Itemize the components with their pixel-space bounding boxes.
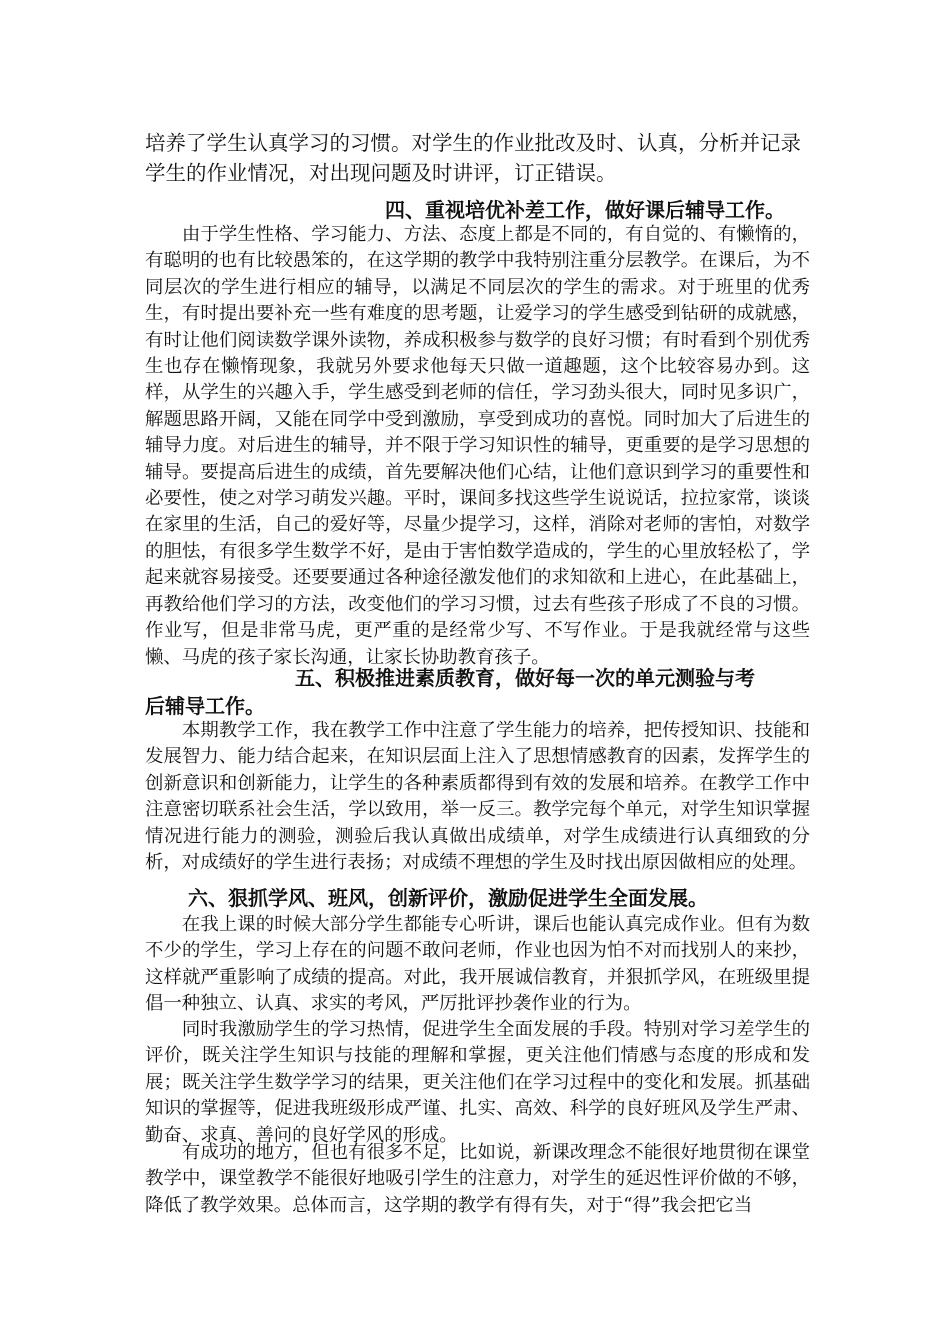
section-6-text-2: 同时我激励学生的学习热情，促进学生全面发展的手段。特别对学习差学生的评价，既关注学生知识与技能的理解和掌握，更关注他们情感与态度的形成和发展；既关注学生数学学习的结果，更关注他们在学习过程中的变化和发展。抓基础知识的掌握等，促进我班级形成严谨、扎实、高效、科学的良好班风及学生严肃、勤奋、求真、善问的良好学风的形成。 (145, 1019, 810, 1146)
section-5-heading-line1: 五、积极推进素质教育，做好每一次的单元测验与考 (295, 666, 755, 690)
section-4-heading: 四、重视培优补差工作，做好课后辅导工作。 (385, 198, 785, 222)
section-6-heading: 六、狠抓学风、班风，创新评价，激励促进学生全面发展。 (188, 886, 708, 910)
section-4-text: 由于学生性格、学习能力、方法、态度上都是不同的，有自觉的、有懒惰的，有聪明的也有比较愚笨的，在这学期的教学中我特别注重分层教学。在课后，为不同层次的学生进行相应的辅导，以满足不同层次的学生的需求。对于班里的优秀生，有时提出要补充一些有难度的思考题，让爱学习的学生感受到钻研的成就感，有时让他们阅读数学课外读物，养成积极参与数学的良好习惯；有时看到个别优秀生也存在懒惰现象，我就另外要求他每天只做一道趣题，这个比较容易办到。这样，从学生的兴趣入手，学生感受到老师的信任，学习劲头很大，同时见多识广，解题思路开阔，又能在同学中受到激励，享受到成功的喜悦。同时加大了后进生的辅导力度。对后进生的辅导，并不限于学习知识性的辅导，更重要的是学习思想的辅导。要提高后进生的成绩，首先要解决他们心结，让他们意识到学习的重要性和必要性，使之对学习萌发兴趣。平时，课间多找这些学生说说话，拉拉家常，谈谈在家里的生活，自己的爱好等，尽量少提学习，这样，消除对老师的害怕，对数学的胆怯，有很多学生数学不好，是由于害怕数学造成的，学生的心里放轻松了，学起来就容易接受。还要要通过各种途径激发他们的求知欲和上进心，在此基础上，再教给他们学习的方法，改变他们的学习习惯，过去有些孩子形成了不良的习惯。作业写，但是非常马虎，更严重的是经常少写、不写作业。于是我就经常与这些懒、马虎的孩子家长沟通，让家长协助教育孩子。 (145, 224, 810, 668)
section-6-text-1: 在我上课的时候大部分学生都能专心听讲，课后也能认真完成作业。但有为数不少的学生，学习上存在的问题不敢问老师，作业也因为怕不对而找别人的来抄，这样就严重影响了成绩的提高。对此，我开展诚信教育，并狠抓学风，在班级里提倡一种独立、认真、求实的考风，严厉批评抄袭作业的行为。 (145, 914, 810, 1015)
section-6-paragraph-1 (145, 912, 810, 1018)
section-6-paragraph-2 (145, 1017, 810, 1149)
section-5-text: 本期教学工作，我在教学工作中注意了学生能力的培养，把传授知识、技能和发展智力、能力结合起来，在知识层面上注入了思想情感教育的因素，发挥学生的创新意识和创新能力，让学生的各种素质都得到有效的发展和培养。在教学工作中注意密切联系社会生活，学以致用，举一反三。教学完每个单元，对学生知识掌握情况进行能力的测验，测验后我认真做出成绩单，对学生成绩进行认真细致的分析，对成绩好的学生进行表扬；对成绩不理想的学生及时找出原因做相应的处理。 (145, 720, 810, 874)
intro-paragraph: 培养了学生认真学习的习惯。对学生的作业批改及时、认真，分析并记录学生的作业情况，对出现问题及时讲评，订正错误。 (145, 131, 801, 185)
section-4-body (145, 222, 810, 671)
section-6-paragraph-3 (145, 1140, 810, 1219)
section-5-heading-line2: 后辅导工作。 (145, 694, 265, 718)
section-5-heading (145, 664, 810, 720)
section-6-text-3: 有成功的地方，但也有很多不足，比如说，新课改理念不能很好地贯彻在课堂教学中，课堂教学不能很好地吸引学生的注意力，对学生的延迟性评价做的不够，降低了教学效果。总体而言，这学期的教学有得有失，对于“得”我会把它当 (145, 1142, 810, 1216)
section-5-body (145, 718, 810, 876)
